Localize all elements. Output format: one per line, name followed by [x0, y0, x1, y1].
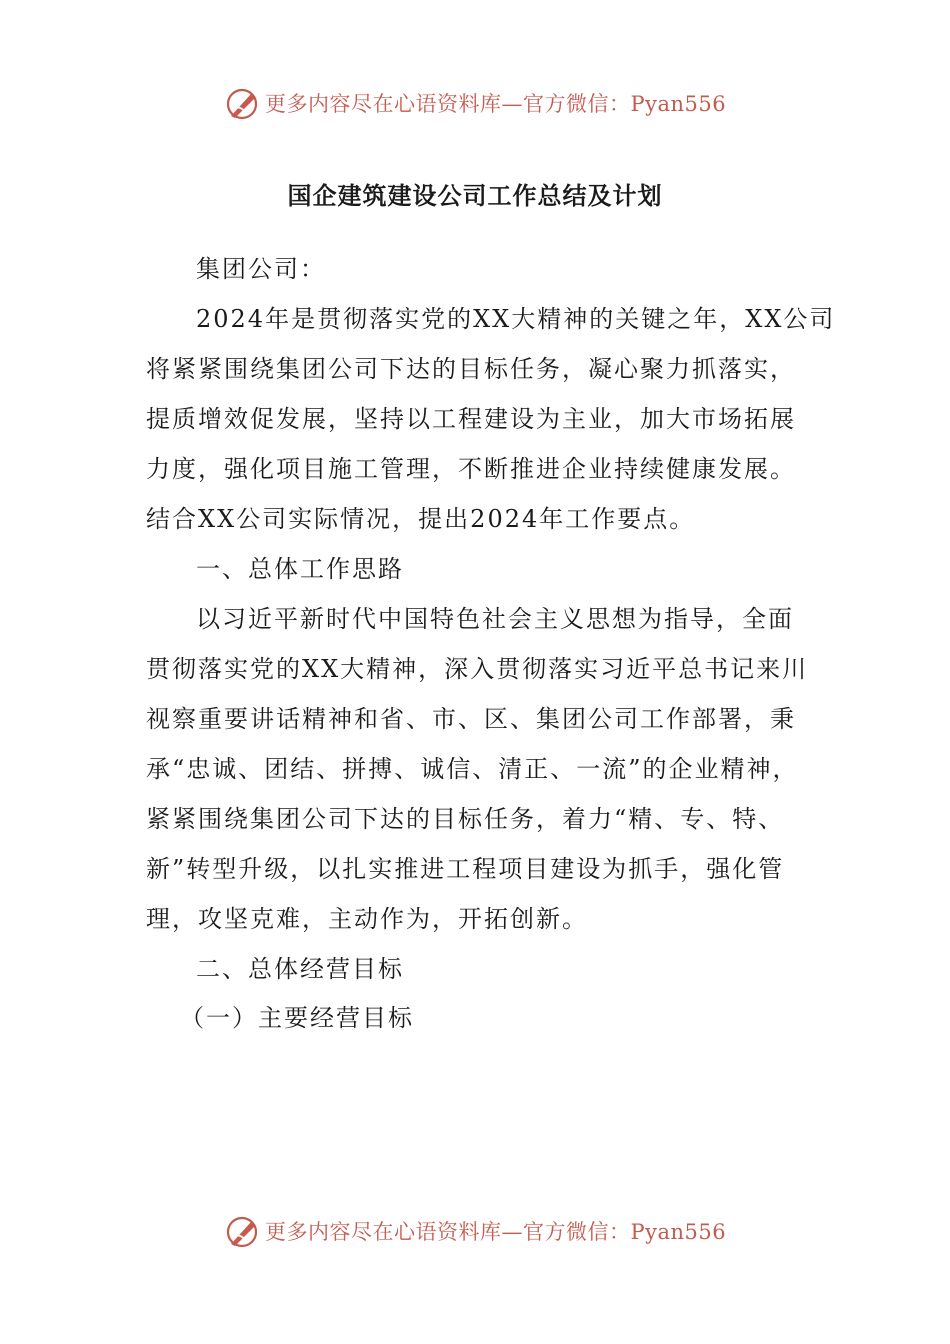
pen-logo-icon [225, 1214, 261, 1250]
salutation: 集团公司： [196, 255, 326, 283]
pen-logo-icon [225, 86, 261, 122]
header-watermark-banner [0, 84, 950, 124]
paragraph-line: 以习近平新时代中国特色社会主义思想为指导，全面 [196, 605, 794, 633]
footer-watermark-banner [0, 1212, 950, 1252]
section-heading: 一、总体工作思路 [196, 555, 404, 583]
paragraph-line: 结合XX公司实际情况，提出2024年工作要点。 [146, 505, 696, 533]
paragraph-line: 承“忠诚、团结、拼搏、诚信、清正、一流”的企业精神， [146, 755, 799, 783]
paragraph-line: 贯彻落实党的XX大精神，深入贯彻落实习近平总书记来川 [146, 655, 809, 683]
paragraph-line: 视察重要讲话精神和省、市、区、集团公司工作部署，秉 [146, 705, 796, 733]
paragraph-line: 将紧紧围绕集团公司下达的目标任务，凝心聚力抓落实， [146, 355, 796, 383]
paragraph-line: 紧紧围绕集团公司下达的目标任务，着力“精、专、特、 [146, 805, 785, 833]
paragraph-line: 力度，强化项目施工管理，不断推进企业持续健康发展。 [146, 455, 796, 483]
paragraph-line: 提质增效促发展，坚持以工程建设为主业，加大市场拓展 [146, 405, 796, 433]
banner-text: 更多内容尽在心语资料库—官方微信：Pyan556 [265, 1220, 727, 1244]
banner-text: 更多内容尽在心语资料库—官方微信：Pyan556 [265, 92, 727, 116]
section-heading: 二、总体经营目标 [196, 955, 404, 983]
subsection-heading: （一）主要经营目标 [180, 1004, 414, 1032]
paragraph-line: 新”转型升级，以扎实推进工程项目建设为抓手，强化管 [146, 855, 785, 883]
paragraph-line: 理，攻坚克难，主动作为，开拓创新。 [146, 905, 588, 933]
paragraph-line: 2024年是贯彻落实党的XX大精神的关键之年，XX公司 [196, 305, 836, 333]
document-title: 国企建筑建设公司工作总结及计划 [287, 181, 663, 210]
